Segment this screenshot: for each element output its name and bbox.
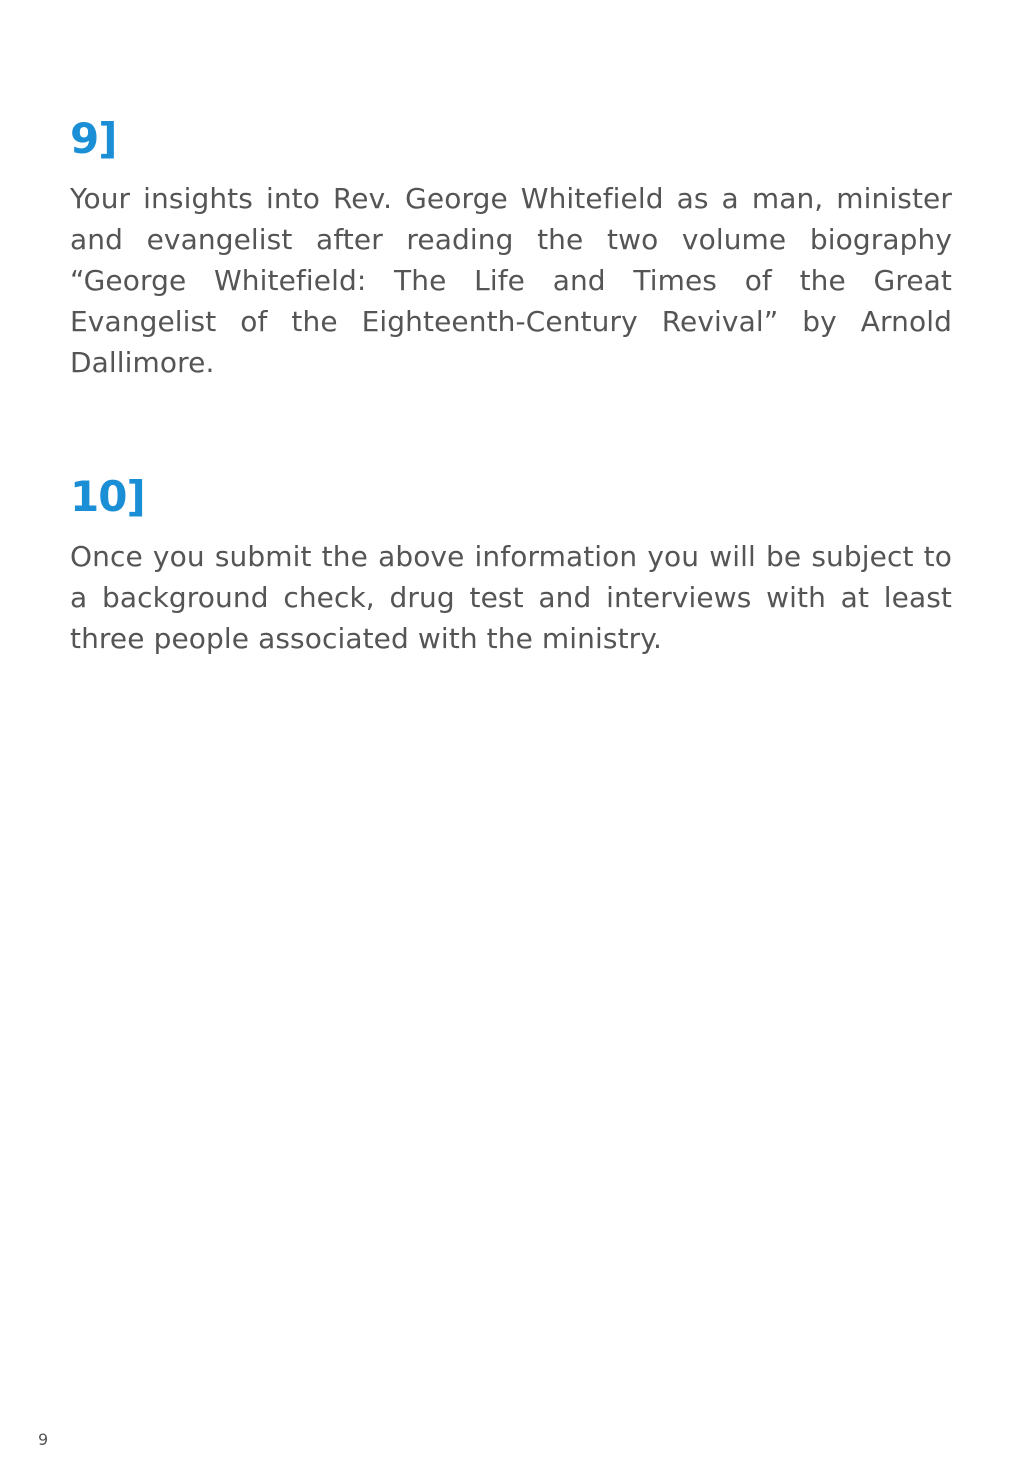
page-number: 9	[38, 1430, 49, 1449]
section-10	[70, 470, 952, 659]
section-text: Once you submit the above information you will be subject to a background check, drug test and interviews with at least three people associated with the ministry.	[70, 540, 952, 655]
section-text: Your insights into Rev. George Whitefield as a man, minister and evangelist after reading the two volume biography “George Whitefield: The Life and Times of the Great Evangelist of the Eighteenth-Century Revival” by Arnold Dallimore.	[70, 182, 952, 379]
section-number: 9]	[70, 114, 117, 163]
section-number: 10]	[70, 472, 145, 521]
section-9	[70, 112, 952, 383]
